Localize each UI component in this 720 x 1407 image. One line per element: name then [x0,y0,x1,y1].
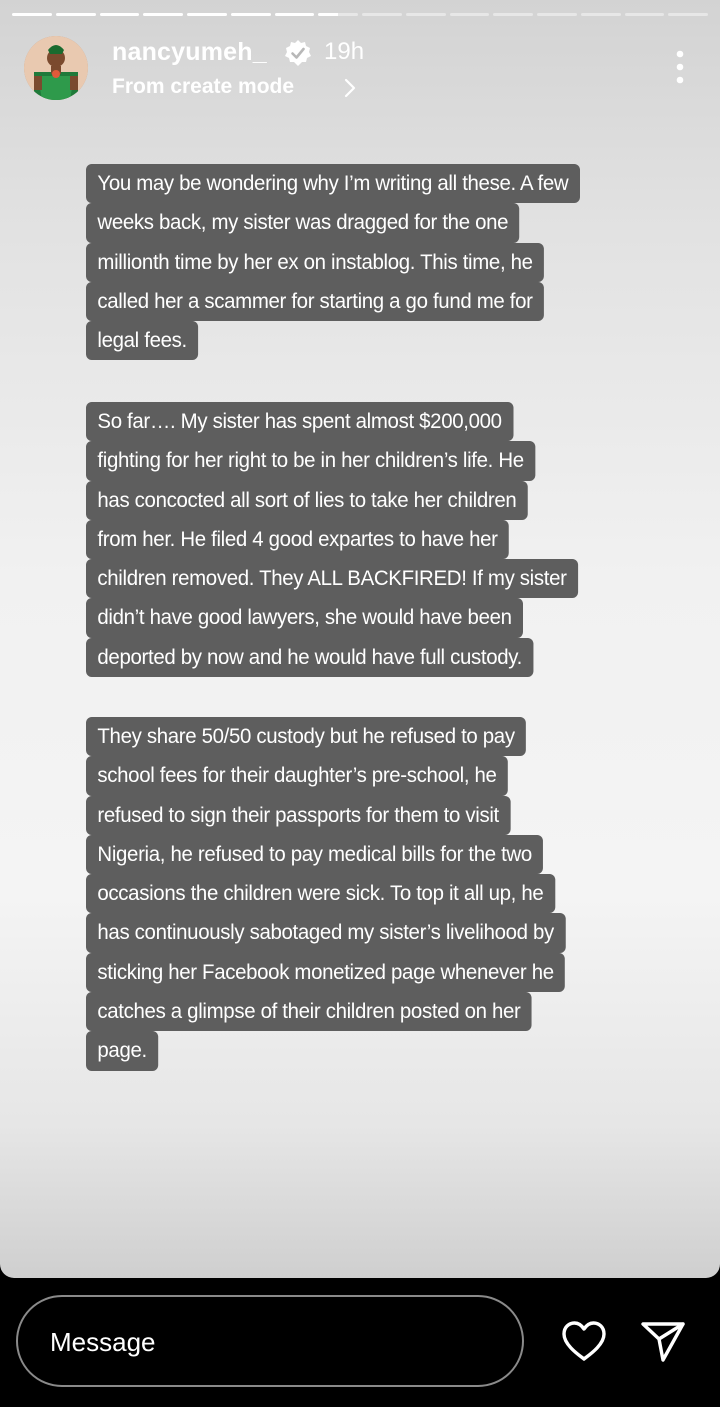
message-input[interactable] [16,1295,524,1387]
story-text-line: So far…. My sister has spent almost $200,000 [86,402,513,441]
story-text-line: called her a scammer for starting a go fund me for [86,282,544,321]
progress-segment [581,13,621,16]
story-timestamp: 19h [324,38,365,65]
story-text-line: catches a glimpse of their children posted on her [86,992,532,1031]
story-text-block-2 [86,402,604,677]
story-text-line: didn’t have good lawyers, she would have been [86,598,523,637]
progress-segment [625,13,665,16]
story-progress-bar [12,13,708,16]
progress-segment [100,13,140,16]
progress-segment [12,13,52,16]
progress-segment [231,13,271,16]
progress-segment [187,13,227,16]
story-text-line: page. [86,1031,158,1070]
story-text-line: legal fees. [86,321,198,360]
story-username[interactable]: nancyumeh_ [112,38,267,66]
story-text-line: deported by now and he would have full custody. [86,638,533,677]
progress-segment [493,13,533,16]
more-vertical-icon[interactable] [676,50,684,84]
reply-bar [0,1278,720,1407]
story-text-line: from her. He filed 4 good expartes to have her [86,520,509,559]
progress-segment [537,13,577,16]
story-text-line: school fees for their daughter’s pre-school, he [86,756,508,795]
story-text-line: They share 50/50 custody but he refused to pay [86,717,526,756]
progress-segment [275,13,315,16]
story-text-block-3 [86,717,591,1071]
progress-segment [362,13,402,16]
message-placeholder: Message [50,1327,156,1357]
story-text-line: You may be wondering why I’m writing all these. A few [86,164,580,203]
story-text-block-1 [86,164,606,360]
progress-segment [56,13,96,16]
story-text-line: millionth time by her ex on instablog. This time, he [86,243,544,282]
story-header [24,36,696,100]
profile-avatar[interactable] [24,36,88,100]
send-icon[interactable] [640,1320,686,1362]
progress-segment [668,13,708,16]
story-text-line: children removed. They ALL BACKFIRED! If my sister [86,559,578,598]
story-text-line: weeks back, my sister was dragged for the one [86,203,520,242]
heart-icon[interactable] [560,1320,608,1362]
progress-segment [318,13,358,16]
progress-segment [143,13,183,16]
story-text-line: occasions the children were sick. To top it all up, he [86,874,555,913]
create-mode-link[interactable]: From create mode [112,75,295,98]
story-text-line: refused to sign their passports for them to visit [86,796,510,835]
progress-segment [406,13,446,16]
story-text-line: Nigeria, he refused to pay medical bills for the two [86,835,543,874]
story-text-line: fighting for her right to be in her children’s life. He [86,441,535,480]
chevron-right-icon [342,78,358,98]
progress-segment [450,13,490,16]
story-text-line: has concocted all sort of lies to take her children [86,481,528,520]
story-text-line: sticking her Facebook monetized page whenever he [86,953,565,992]
story-text-line: has continuously sabotaged my sister’s livelihood by [86,913,565,952]
verified-badge-icon [284,39,312,67]
